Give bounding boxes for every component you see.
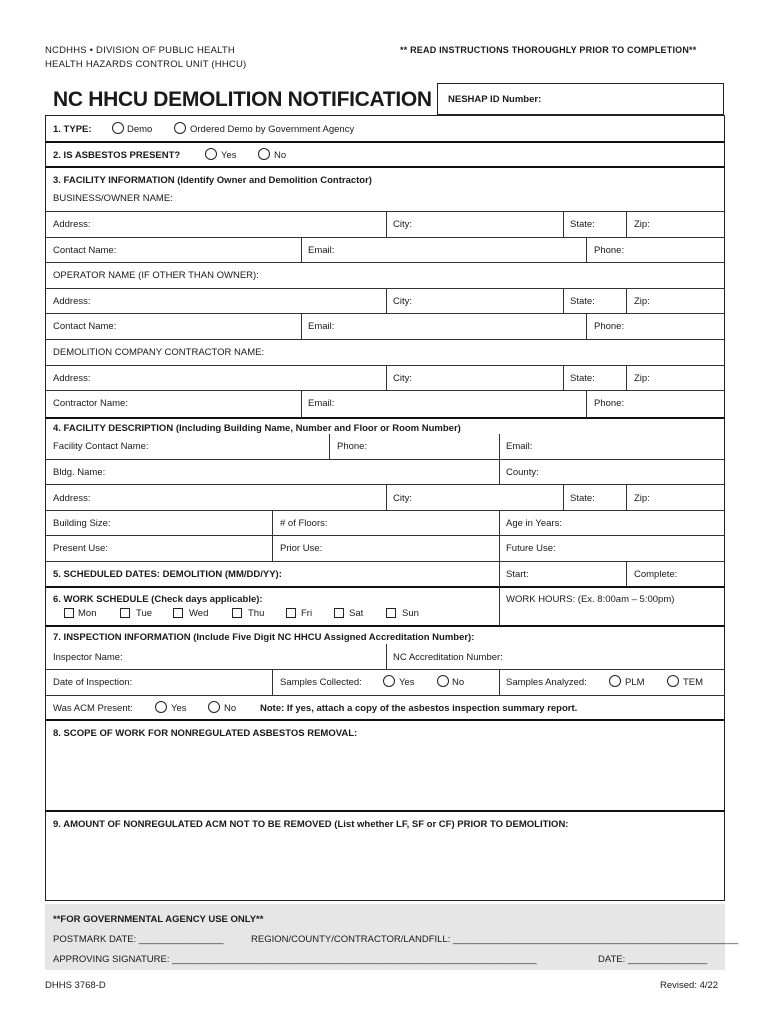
facility-city-field[interactable]: City: [393,493,412,504]
scope-textarea[interactable] [46,744,724,808]
samples-plm-radio[interactable] [609,675,621,687]
owner-phone-field[interactable]: Phone: [594,245,625,256]
samples-collected-yes-radio[interactable] [383,675,395,687]
accreditation-field[interactable]: NC Accreditation Number: [393,652,503,663]
samples-collected-no-radio[interactable] [437,675,449,687]
operator-city-field[interactable]: City: [393,296,412,307]
dates-heading: 5. SCHEDULED DATES: DEMOLITION (MM/DD/YY): [53,569,282,580]
contractor-company-field[interactable]: DEMOLITION COMPANY CONTRACTOR NAME: [53,347,265,358]
type-demo-radio[interactable] [112,122,124,134]
operator-state-field[interactable]: State: [570,296,595,307]
acm-present-label: Was ACM Present: [53,703,133,714]
type-label: 1. TYPE: [53,124,92,135]
postmark-date-field[interactable]: POSTMARK DATE: ________________ [53,934,224,945]
revised-date: Revised: 4/22 [660,980,719,991]
org-line-2: HEALTH HAZARDS CONTROL UNIT (HHCU) [45,59,247,70]
contractor-contact-field[interactable]: Contractor Name: [53,398,128,409]
contractor-zip-field[interactable]: Zip: [634,373,650,384]
asbestos-yes-label: Yes [221,150,237,161]
facility-state-field[interactable]: State: [570,493,595,504]
building-size-field[interactable]: Building Size: [53,518,111,529]
type-demo-label: Demo [127,124,153,135]
acm-note: Note: If yes, attach a copy of the asbestos inspection summary report. [260,703,578,714]
facility-heading: 3. FACILITY INFORMATION (Identify Owner and Demolition Contractor) [53,175,372,186]
instructions-note: ** READ INSTRUCTIONS THOROUGHLY PRIOR TO COMPLETION** [400,45,697,55]
inspector-name-field[interactable]: Inspector Name: [53,652,123,663]
future-use-field[interactable]: Future Use: [506,543,556,554]
samples-collected-no-label: No [452,677,465,688]
amount-textarea[interactable] [46,835,724,899]
complete-date-field[interactable]: Complete: [634,569,678,580]
samples-collected-label: Samples Collected: [280,677,362,688]
description-heading: 4. FACILITY DESCRIPTION (Including Building Name, Number and Floor or Room Number) [53,423,461,434]
asbestos-no-radio[interactable] [258,148,270,160]
inspection-date-field[interactable]: Date of Inspection: [53,677,133,688]
age-field[interactable]: Age in Years: [506,518,562,529]
day-wed-label: Wed [189,608,209,619]
facility-zip-field[interactable]: Zip: [634,493,650,504]
acm-yes-radio[interactable] [155,701,167,713]
day-mon-checkbox[interactable] [64,608,74,618]
samples-plm-label: PLM [625,677,645,688]
bldg-name-field[interactable]: Bldg. Name: [53,467,106,478]
owner-address-field[interactable]: Address: [53,219,91,230]
facility-contact-field[interactable]: Facility Contact Name: [53,441,149,452]
neshap-id-label: NESHAP ID Number: [448,94,542,105]
operator-address-field[interactable]: Address: [53,296,91,307]
day-thu-label: Thu [248,608,265,619]
page-title: NC HHCU DEMOLITION NOTIFICATION [53,88,432,111]
owner-city-field[interactable]: City: [393,219,412,230]
prior-use-field[interactable]: Prior Use: [280,543,323,554]
start-date-field[interactable]: Start: [506,569,529,580]
acm-no-label: No [224,703,237,714]
type-ordered-demo-radio[interactable] [174,122,186,134]
samples-analyzed-label: Samples Analyzed: [506,677,587,688]
contractor-phone-field[interactable]: Phone: [594,398,625,409]
day-sat-checkbox[interactable] [334,608,344,618]
contractor-city-field[interactable]: City: [393,373,412,384]
county-field[interactable]: County: [506,467,539,478]
owner-name-field[interactable]: BUSINESS/OWNER NAME: [53,193,173,204]
day-tue-checkbox[interactable] [120,608,130,618]
present-use-field[interactable]: Present Use: [53,543,108,554]
asbestos-yes-radio[interactable] [205,148,217,160]
facility-phone-field[interactable]: Phone: [337,441,368,452]
schedule-heading: 6. WORK SCHEDULE (Check days applicable): [53,594,263,605]
owner-state-field[interactable]: State: [570,219,595,230]
facility-address-field[interactable]: Address: [53,493,91,504]
gov-date-field[interactable]: DATE: _______________ [598,954,708,965]
inspection-heading: 7. INSPECTION INFORMATION (Include Five Digit NC HHCU Assigned Accreditation Number): [53,632,475,643]
owner-zip-field[interactable]: Zip: [634,219,650,230]
contractor-email-field[interactable]: Email: [308,398,335,409]
region-field[interactable]: REGION/COUNTY/CONTRACTOR/LANDFILL: ______________________________________________________ [251,934,739,945]
gov-heading: **FOR GOVERNMENTAL AGENCY USE ONLY** [53,914,264,925]
contractor-address-field[interactable]: Address: [53,373,91,384]
org-line-1: NCDHHS • DIVISION OF PUBLIC HEALTH [45,45,235,56]
day-sun-label: Sun [402,608,419,619]
acm-yes-label: Yes [171,703,187,714]
owner-email-field[interactable]: Email: [308,245,335,256]
contractor-state-field[interactable]: State: [570,373,595,384]
day-sun-checkbox[interactable] [386,608,396,618]
owner-contact-field[interactable]: Contact Name: [53,245,117,256]
approving-signature-field[interactable]: APPROVING SIGNATURE: _____________________________________________________________________ [53,954,537,965]
work-hours-field[interactable]: WORK HOURS: (Ex. 8:00am – 5:00pm) [506,594,675,605]
day-sat-label: Sat [349,608,364,619]
asbestos-label: 2. IS ASBESTOS PRESENT? [53,150,181,161]
operator-contact-field[interactable]: Contact Name: [53,321,117,332]
floors-field[interactable]: # of Floors: [280,518,328,529]
day-thu-checkbox[interactable] [232,608,242,618]
acm-no-radio[interactable] [208,701,220,713]
operator-name-field[interactable]: OPERATOR NAME (IF OTHER THAN OWNER): [53,270,259,281]
scope-heading: 8. SCOPE OF WORK FOR NONREGULATED ASBESTOS REMOVAL: [53,728,358,739]
operator-email-field[interactable]: Email: [308,321,335,332]
asbestos-no-label: No [274,150,287,161]
form-id: DHHS 3768-D [45,980,106,991]
samples-collected-yes-label: Yes [399,677,415,688]
operator-phone-field[interactable]: Phone: [594,321,625,332]
day-wed-checkbox[interactable] [173,608,183,618]
amount-heading: 9. AMOUNT OF NONREGULATED ACM NOT TO BE REMOVED (List whether LF, SF or CF) PRIOR TO DEMOLITION: [53,819,569,830]
type-ordered-demo-label: Ordered Demo by Government Agency [190,124,355,135]
operator-zip-field[interactable]: Zip: [634,296,650,307]
day-mon-label: Mon [78,608,97,619]
samples-tem-label: TEM [683,677,704,688]
samples-tem-radio[interactable] [667,675,679,687]
facility-email-field[interactable]: Email: [506,441,533,452]
day-fri-label: Fri [301,608,313,619]
day-fri-checkbox[interactable] [286,608,296,618]
day-tue-label: Tue [136,608,153,619]
